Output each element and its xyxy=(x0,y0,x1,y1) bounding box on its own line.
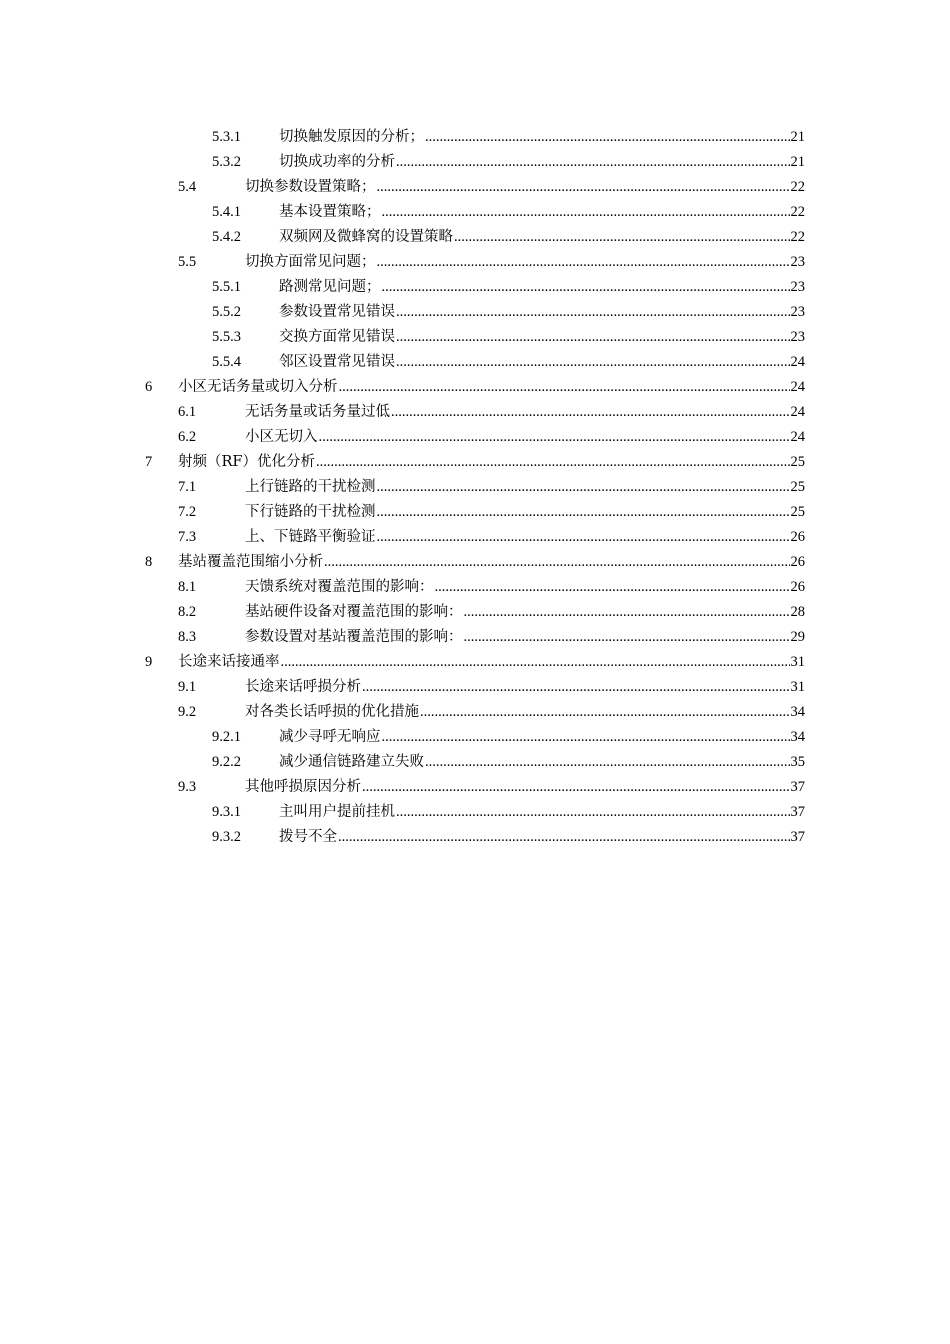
toc-entry-title: 小区无切入 xyxy=(245,429,318,445)
toc-entry-title: 无话务量或话务量过低 xyxy=(245,404,390,420)
dot-leader xyxy=(420,700,790,725)
dot-leader xyxy=(464,600,790,625)
toc-entry-page-number: 28 xyxy=(790,604,805,620)
toc-entry-number: 9 xyxy=(145,654,153,670)
toc-entry[interactable] xyxy=(0,425,950,450)
toc-entry[interactable] xyxy=(0,650,950,675)
toc-entry-number: 6.1 xyxy=(178,404,197,420)
toc-entry-body xyxy=(245,425,805,450)
toc-entry-title: 主叫用户提前挂机 xyxy=(279,804,395,820)
toc-entry-body xyxy=(279,150,805,175)
dot-leader xyxy=(396,350,790,375)
dot-leader xyxy=(362,675,790,700)
toc-entry-number: 9.2.1 xyxy=(212,729,241,745)
toc-entry-page-number: 37 xyxy=(790,804,805,820)
toc-entry-body xyxy=(279,350,805,375)
toc-entry-title: 对各类长话呼损的优化措施 xyxy=(245,704,419,720)
toc-entry-number: 9.3.1 xyxy=(212,804,241,820)
toc-entry[interactable] xyxy=(0,825,950,850)
dot-leader xyxy=(396,325,790,350)
toc-entry[interactable] xyxy=(0,450,950,475)
dot-leader xyxy=(316,450,790,475)
table-of-contents xyxy=(0,125,950,850)
toc-entry[interactable] xyxy=(0,725,950,750)
dot-leader xyxy=(425,750,790,775)
toc-entry-page-number: 24 xyxy=(790,379,805,395)
dot-leader xyxy=(281,650,790,675)
dot-leader xyxy=(391,400,790,425)
toc-entry-body xyxy=(279,200,805,225)
toc-entry-body xyxy=(279,325,805,350)
toc-entry[interactable] xyxy=(0,700,950,725)
toc-entry-body xyxy=(245,625,805,650)
toc-entry-number: 8 xyxy=(145,554,153,570)
toc-entry[interactable] xyxy=(0,775,950,800)
toc-entry-number: 6.2 xyxy=(178,429,197,445)
toc-entry-title: 切换参数设置策略； xyxy=(245,179,376,195)
toc-entry-title: 交换方面常见错误 xyxy=(279,329,395,345)
toc-entry[interactable] xyxy=(0,600,950,625)
toc-entry[interactable] xyxy=(0,325,950,350)
toc-entry-title: 参数设置对基站覆盖范围的影响： xyxy=(245,629,463,645)
toc-entry[interactable] xyxy=(0,175,950,200)
toc-entry[interactable] xyxy=(0,750,950,775)
toc-entry[interactable] xyxy=(0,575,950,600)
toc-entry-body xyxy=(279,800,805,825)
toc-entry-body xyxy=(245,500,805,525)
toc-entry-title: 切换方面常见问题； xyxy=(245,254,376,270)
dot-leader xyxy=(382,200,790,225)
toc-entry-body xyxy=(245,525,805,550)
dot-leader xyxy=(377,475,790,500)
toc-entry-title: 切换触发原因的分析； xyxy=(279,129,424,145)
toc-entry-page-number: 23 xyxy=(790,254,805,270)
toc-entry-number: 5.5 xyxy=(178,254,197,270)
toc-entry-number: 9.2 xyxy=(178,704,197,720)
toc-entry[interactable] xyxy=(0,525,950,550)
toc-entry[interactable] xyxy=(0,150,950,175)
toc-entry-number: 5.4.1 xyxy=(212,204,241,220)
toc-entry-body xyxy=(279,750,805,775)
toc-entry-title: 双频网及微蜂窝的设置策略 xyxy=(279,229,453,245)
dot-leader xyxy=(377,500,790,525)
toc-entry-body xyxy=(178,550,805,575)
toc-entry-title: 上、下链路平衡验证 xyxy=(245,529,376,545)
toc-entry-body xyxy=(178,375,805,400)
toc-entry-number: 9.1 xyxy=(178,679,197,695)
toc-entry-body xyxy=(245,700,805,725)
toc-entry-page-number: 34 xyxy=(790,704,805,720)
toc-entry-body xyxy=(245,775,805,800)
toc-entry-page-number: 24 xyxy=(790,404,805,420)
dot-leader xyxy=(324,550,790,575)
toc-entry-body xyxy=(178,650,805,675)
toc-entry-page-number: 23 xyxy=(790,304,805,320)
toc-entry-title: 上行链路的干扰检测 xyxy=(245,479,376,495)
dot-leader xyxy=(396,300,790,325)
dot-leader xyxy=(377,175,790,200)
toc-entry-page-number: 22 xyxy=(790,229,805,245)
toc-entry-title: 切换成功率的分析 xyxy=(279,154,395,170)
toc-entry-number: 8.2 xyxy=(178,604,197,620)
toc-entry-body xyxy=(245,475,805,500)
toc-entry-title: 小区无话务量或切入分析 xyxy=(178,379,338,395)
toc-entry[interactable] xyxy=(0,375,950,400)
toc-entry-page-number: 29 xyxy=(790,629,805,645)
toc-entry-body xyxy=(279,275,805,300)
toc-entry-number: 5.5.2 xyxy=(212,304,241,320)
toc-entry-page-number: 25 xyxy=(790,504,805,520)
toc-entry-title: 射频（RF）优化分析 xyxy=(178,454,315,470)
toc-entry-page-number: 26 xyxy=(790,529,805,545)
toc-entry-title: 长途来话呼损分析 xyxy=(245,679,361,695)
toc-entry[interactable] xyxy=(0,500,950,525)
toc-entry[interactable] xyxy=(0,125,950,150)
toc-entry[interactable] xyxy=(0,625,950,650)
toc-entry-page-number: 35 xyxy=(790,754,805,770)
dot-leader xyxy=(382,275,790,300)
toc-entry-page-number: 25 xyxy=(790,479,805,495)
toc-entry-number: 5.5.3 xyxy=(212,329,241,345)
toc-entry-title: 基站硬件设备对覆盖范围的影响： xyxy=(245,604,463,620)
toc-entry-page-number: 23 xyxy=(790,329,805,345)
toc-entry-number: 9.2.2 xyxy=(212,754,241,770)
dot-leader xyxy=(425,125,790,150)
dot-leader xyxy=(319,425,790,450)
toc-entry-page-number: 26 xyxy=(790,579,805,595)
toc-entry[interactable] xyxy=(0,800,950,825)
toc-entry-page-number: 24 xyxy=(790,354,805,370)
toc-entry-number: 5.4.2 xyxy=(212,229,241,245)
toc-entry-page-number: 26 xyxy=(790,554,805,570)
toc-entry-number: 5.5.1 xyxy=(212,279,241,295)
toc-entry-body xyxy=(279,125,805,150)
toc-entry-title: 拨号不全 xyxy=(279,829,337,845)
toc-entry-body xyxy=(245,250,805,275)
toc-entry-number: 9.3 xyxy=(178,779,197,795)
toc-entry-number: 5.3.1 xyxy=(212,129,241,145)
toc-entry-number: 6 xyxy=(145,379,153,395)
toc-entry-number: 7 xyxy=(145,454,153,470)
toc-entry-title: 减少寻呼无响应 xyxy=(279,729,381,745)
toc-entry-page-number: 21 xyxy=(790,154,805,170)
dot-leader xyxy=(435,575,790,600)
toc-entry-number: 5.4 xyxy=(178,179,197,195)
toc-entry-page-number: 24 xyxy=(790,429,805,445)
toc-entry-body xyxy=(279,225,805,250)
toc-entry-number: 7.3 xyxy=(178,529,197,545)
toc-entry-body xyxy=(245,400,805,425)
toc-entry-page-number: 22 xyxy=(790,204,805,220)
toc-entry-body xyxy=(245,675,805,700)
toc-entry[interactable] xyxy=(0,300,950,325)
toc-entry-number: 7.2 xyxy=(178,504,197,520)
toc-entry[interactable] xyxy=(0,475,950,500)
toc-entry-page-number: 22 xyxy=(790,179,805,195)
toc-entry-number: 5.5.4 xyxy=(212,354,241,370)
dot-leader xyxy=(338,825,790,850)
dot-leader xyxy=(454,225,790,250)
toc-entry-page-number: 31 xyxy=(790,654,805,670)
toc-entry-title: 天馈系统对覆盖范围的影响： xyxy=(245,579,434,595)
toc-entry-body xyxy=(279,300,805,325)
toc-entry-number: 7.1 xyxy=(178,479,197,495)
dot-leader xyxy=(339,375,790,400)
toc-entry-title: 基站覆盖范围缩小分析 xyxy=(178,554,323,570)
toc-entry[interactable] xyxy=(0,400,950,425)
toc-entry[interactable] xyxy=(0,550,950,575)
toc-entry-body xyxy=(245,575,805,600)
toc-entry[interactable] xyxy=(0,675,950,700)
toc-entry-page-number: 25 xyxy=(790,454,805,470)
toc-entry-number: 8.3 xyxy=(178,629,197,645)
toc-entry[interactable] xyxy=(0,250,950,275)
toc-entry[interactable] xyxy=(0,200,950,225)
toc-entry-title: 路测常见问题； xyxy=(279,279,381,295)
toc-entry-number: 9.3.2 xyxy=(212,829,241,845)
toc-entry-body xyxy=(245,600,805,625)
dot-leader xyxy=(377,250,790,275)
dot-leader xyxy=(396,800,790,825)
dot-leader xyxy=(396,150,790,175)
toc-entry-body xyxy=(279,725,805,750)
toc-entry-title: 下行链路的干扰检测 xyxy=(245,504,376,520)
toc-entry-body xyxy=(245,175,805,200)
toc-entry-page-number: 37 xyxy=(790,829,805,845)
dot-leader xyxy=(362,775,790,800)
toc-entry-number: 8.1 xyxy=(178,579,197,595)
toc-entry-page-number: 31 xyxy=(790,679,805,695)
toc-entry-title: 长途来话接通率 xyxy=(178,654,280,670)
toc-entry-title: 减少通信链路建立失败 xyxy=(279,754,424,770)
toc-entry-body xyxy=(279,825,805,850)
toc-entry-page-number: 34 xyxy=(790,729,805,745)
toc-entry-title: 其他呼损原因分析 xyxy=(245,779,361,795)
toc-entry-title: 基本设置策略； xyxy=(279,204,381,220)
toc-entry[interactable] xyxy=(0,350,950,375)
dot-leader xyxy=(382,725,790,750)
toc-entry-page-number: 37 xyxy=(790,779,805,795)
dot-leader xyxy=(377,525,790,550)
toc-entry[interactable] xyxy=(0,225,950,250)
toc-entry[interactable] xyxy=(0,275,950,300)
dot-leader xyxy=(464,625,790,650)
toc-entry-body xyxy=(178,450,805,475)
toc-entry-page-number: 23 xyxy=(790,279,805,295)
toc-entry-title: 参数设置常见错误 xyxy=(279,304,395,320)
toc-entry-title: 邻区设置常见错误 xyxy=(279,354,395,370)
toc-entry-page-number: 21 xyxy=(790,129,805,145)
toc-entry-number: 5.3.2 xyxy=(212,154,241,170)
